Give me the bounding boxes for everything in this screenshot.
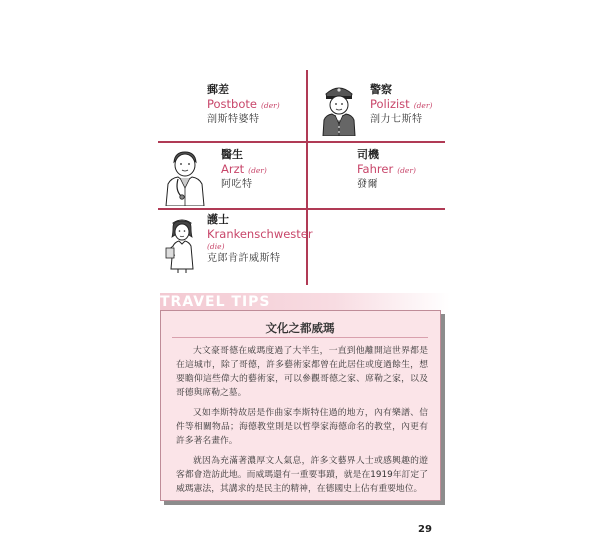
travel-tips-title-rule — [172, 337, 428, 338]
vocab-entry-postbote — [207, 83, 280, 127]
doctor-illustration — [163, 148, 207, 206]
travel-tips-title: 文化之都威瑪 — [265, 321, 335, 335]
vocab-de: Krankenschwester — [207, 227, 313, 241]
grid-divider-horizontal-1 — [158, 141, 445, 143]
vocab-de: Postbote (der) — [207, 97, 280, 111]
tips-paragraph: 又如李斯特故居是作曲家李斯特住過的地方，內有樂譜、信件等相關物品；海德教堂則是以哲學家海德命名的教堂，內更有許多著名畫作。 — [176, 408, 428, 446]
vocab-de: Arzt (der) — [221, 162, 267, 176]
grid-divider-horizontal-2 — [158, 208, 445, 210]
travel-tips-body — [176, 344, 428, 496]
vocab-entry-polizist — [370, 83, 432, 127]
vocab-entry-fahrer — [357, 148, 416, 192]
vocab-zh: 郵差 — [207, 83, 229, 96]
travel-tips-label: TRAVEL TIPS — [160, 294, 271, 310]
vocab-phonetic: 剖斯特婆特 — [207, 114, 260, 125]
page-number: 29 — [418, 524, 432, 535]
vocab-entry-arzt — [221, 148, 267, 192]
vocab-phonetic: 剖力七斯特 — [370, 114, 423, 125]
vocab-phonetic: 阿吃特 — [221, 179, 253, 190]
vocab-zh: 司機 — [357, 148, 379, 161]
police-officer-illustration — [318, 80, 360, 136]
vocab-phonetic: 克郎肯許威斯特 — [207, 253, 281, 264]
vocab-de: Polizist (der) — [370, 97, 433, 111]
vocab-zh: 醫生 — [221, 148, 243, 161]
vocab-phonetic: 發爾 — [357, 179, 378, 190]
vocab-zh: 警察 — [370, 83, 392, 96]
tips-paragraph: 就因為充滿著濃厚文人氣息，許多文藝界人士或感興趣的遊客都會造訪此地。而威瑪還有一重要事蹟，就是在1919年訂定了威瑪憲法，其講求的是民主的精神，在德國史上佔有重要地位。 — [176, 456, 428, 494]
vocab-entry-krankenschwester — [207, 213, 313, 266]
vocab-de: Fahrer (der) — [357, 162, 416, 176]
vocab-article: (die) — [207, 242, 225, 251]
tips-paragraph: 大文豪哥德在威瑪度過了大半生，一直到他離開這世界都是在這城市，除了哥德，許多藝術家都曾在此居住或度過餘生，想要瞻仰這些偉大的藝術家，可以參觀哥德之家、席勒之家，以及哥德與席勒之墓。 — [176, 346, 428, 398]
vocab-zh: 護士 — [207, 213, 229, 226]
nurse-illustration — [163, 215, 201, 273]
